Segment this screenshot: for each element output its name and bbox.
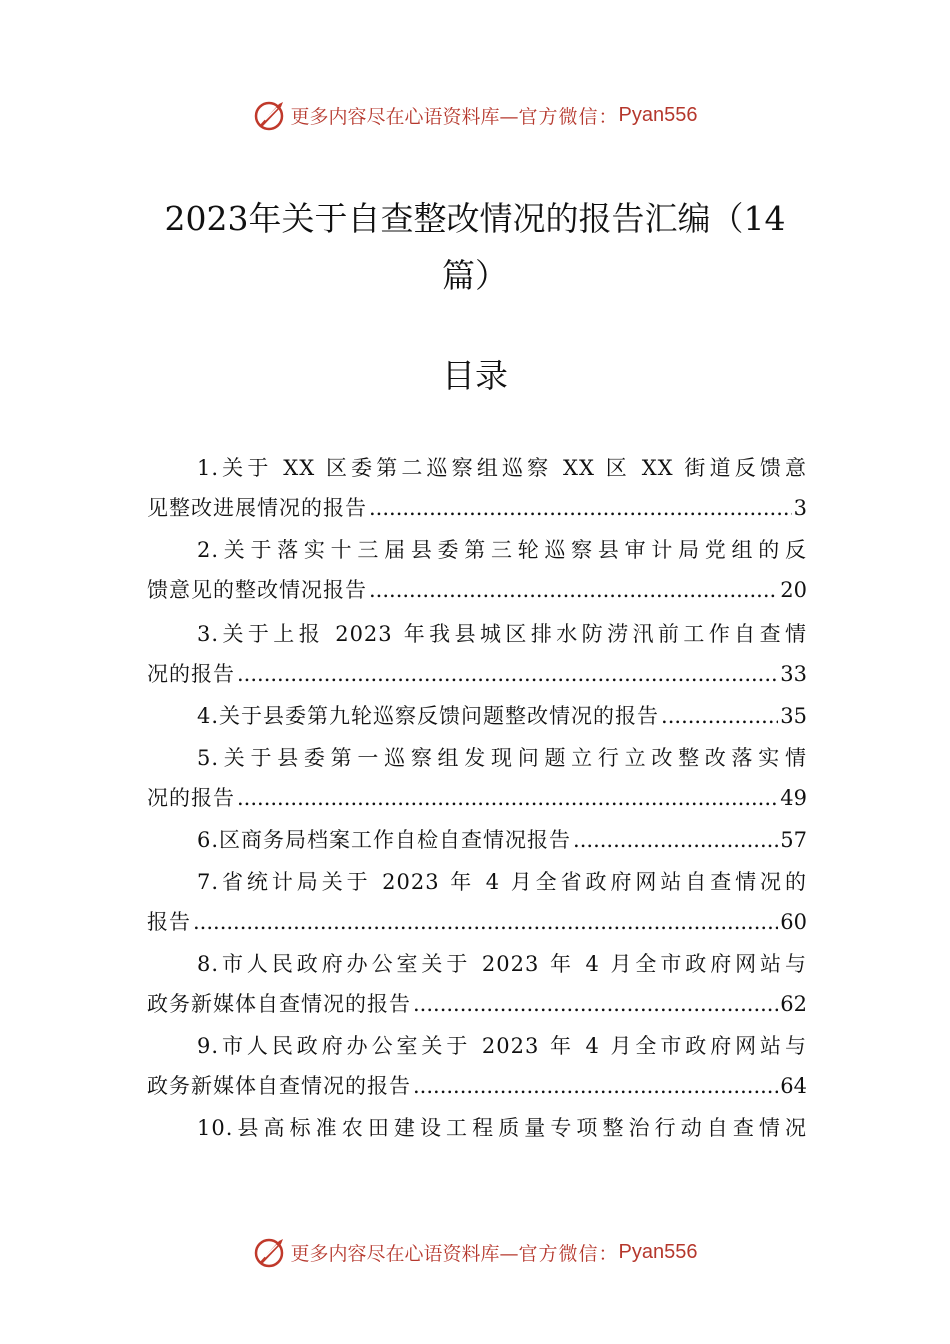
banner-wechat-label: 官方微信：	[518, 105, 619, 128]
banner-wechat-id: Pyan556	[618, 103, 698, 126]
title-line-2: 篇）	[442, 256, 508, 295]
toc-entry-title-cont: 况的报告	[147, 786, 235, 810]
quill-logo-icon	[253, 1235, 287, 1269]
toc-entry-title-cont: 政务新媒体自查情况的报告	[147, 1074, 411, 1098]
toc-entry[interactable]	[147, 530, 807, 610]
toc-entry-title: 8.市人民政府办公室关于 2023 年 4 月全市政府网站与	[197, 952, 807, 976]
toc-page-number: 62	[780, 992, 807, 1016]
toc-entry[interactable]	[147, 1026, 807, 1106]
toc-entry-title: 6.区商务局档案工作自检自查情况报告	[197, 828, 572, 852]
header-banner	[0, 95, 950, 135]
toc-entry-title-cont: 馈意见的整改情况报告	[147, 578, 367, 602]
toc-entry-title: 9.市人民政府办公室关于 2023 年 4 月全市政府网站与	[197, 1034, 807, 1058]
toc-entry[interactable]	[147, 944, 807, 1024]
quill-logo-icon	[253, 98, 287, 132]
leader-dots	[413, 1066, 778, 1106]
toc-heading: 目录	[442, 356, 508, 395]
banner-text: 更多内容尽在心语资料库—	[290, 105, 519, 128]
toc-entry-title: 4.关于县委第九轮巡察反馈问题整改情况的报告	[197, 704, 660, 728]
toc-entry[interactable]	[147, 862, 807, 942]
toc-entry-title: 1.关于 XX 区委第二巡察组巡察 XX 区 XX 街道反馈意	[197, 456, 807, 480]
toc-entry-title-cont: 见整改进展情况的报告	[147, 496, 367, 520]
toc-entry[interactable]	[147, 614, 807, 694]
leader-dots	[369, 488, 792, 528]
leader-dots	[573, 820, 778, 860]
toc-entry[interactable]	[147, 696, 807, 736]
toc-entry[interactable]	[147, 448, 807, 528]
toc-page-number: 49	[780, 786, 807, 810]
leader-dots	[237, 654, 778, 694]
toc-entry-title-cont: 报告	[147, 910, 191, 934]
toc-page-number: 33	[780, 662, 807, 686]
leader-dots	[237, 778, 778, 818]
toc-page-number: 3	[793, 496, 807, 520]
leader-dots	[661, 696, 778, 736]
toc-page-number: 64	[780, 1074, 807, 1098]
toc-entry-title: 3.关于上报 2023 年我县城区排水防涝汛前工作自查情	[197, 622, 807, 646]
toc-entry-title-cont: 政务新媒体自查情况的报告	[147, 992, 411, 1016]
leader-dots	[413, 984, 778, 1024]
toc-page-number: 20	[780, 578, 807, 602]
toc-entry-title-cont: 况的报告	[147, 662, 235, 686]
toc-entry-title: 10.县高标准农田建设工程质量专项整治行动自查情况	[197, 1116, 807, 1140]
toc-entry[interactable]	[147, 1108, 807, 1148]
toc-entry[interactable]	[147, 820, 807, 860]
toc-entry[interactable]	[147, 738, 807, 818]
document-title	[140, 190, 810, 304]
leader-dots	[193, 902, 778, 942]
banner-text: 更多内容尽在心语资料库—	[290, 1242, 519, 1265]
toc-page-number: 60	[780, 910, 807, 934]
toc-entry-title: 7.省统计局关于 2023 年 4 月全省政府网站自查情况的	[197, 870, 807, 894]
footer-banner	[0, 1232, 950, 1272]
toc-entry-title: 5.关于县委第一巡察组发现问题立行立改整改落实情	[197, 746, 807, 770]
leader-dots	[369, 570, 778, 610]
toc-entry-title: 2.关于落实十三届县委第三轮巡察县审计局党组的反	[197, 538, 807, 562]
banner-wechat-label: 官方微信：	[518, 1242, 619, 1265]
toc-page-number: 35	[780, 704, 807, 728]
banner-wechat-id: Pyan556	[618, 1240, 698, 1263]
title-line-1: 2023年关于自查整改情况的报告汇编（14	[164, 199, 786, 238]
toc-page-number: 57	[780, 828, 807, 852]
table-of-contents	[147, 448, 807, 1148]
